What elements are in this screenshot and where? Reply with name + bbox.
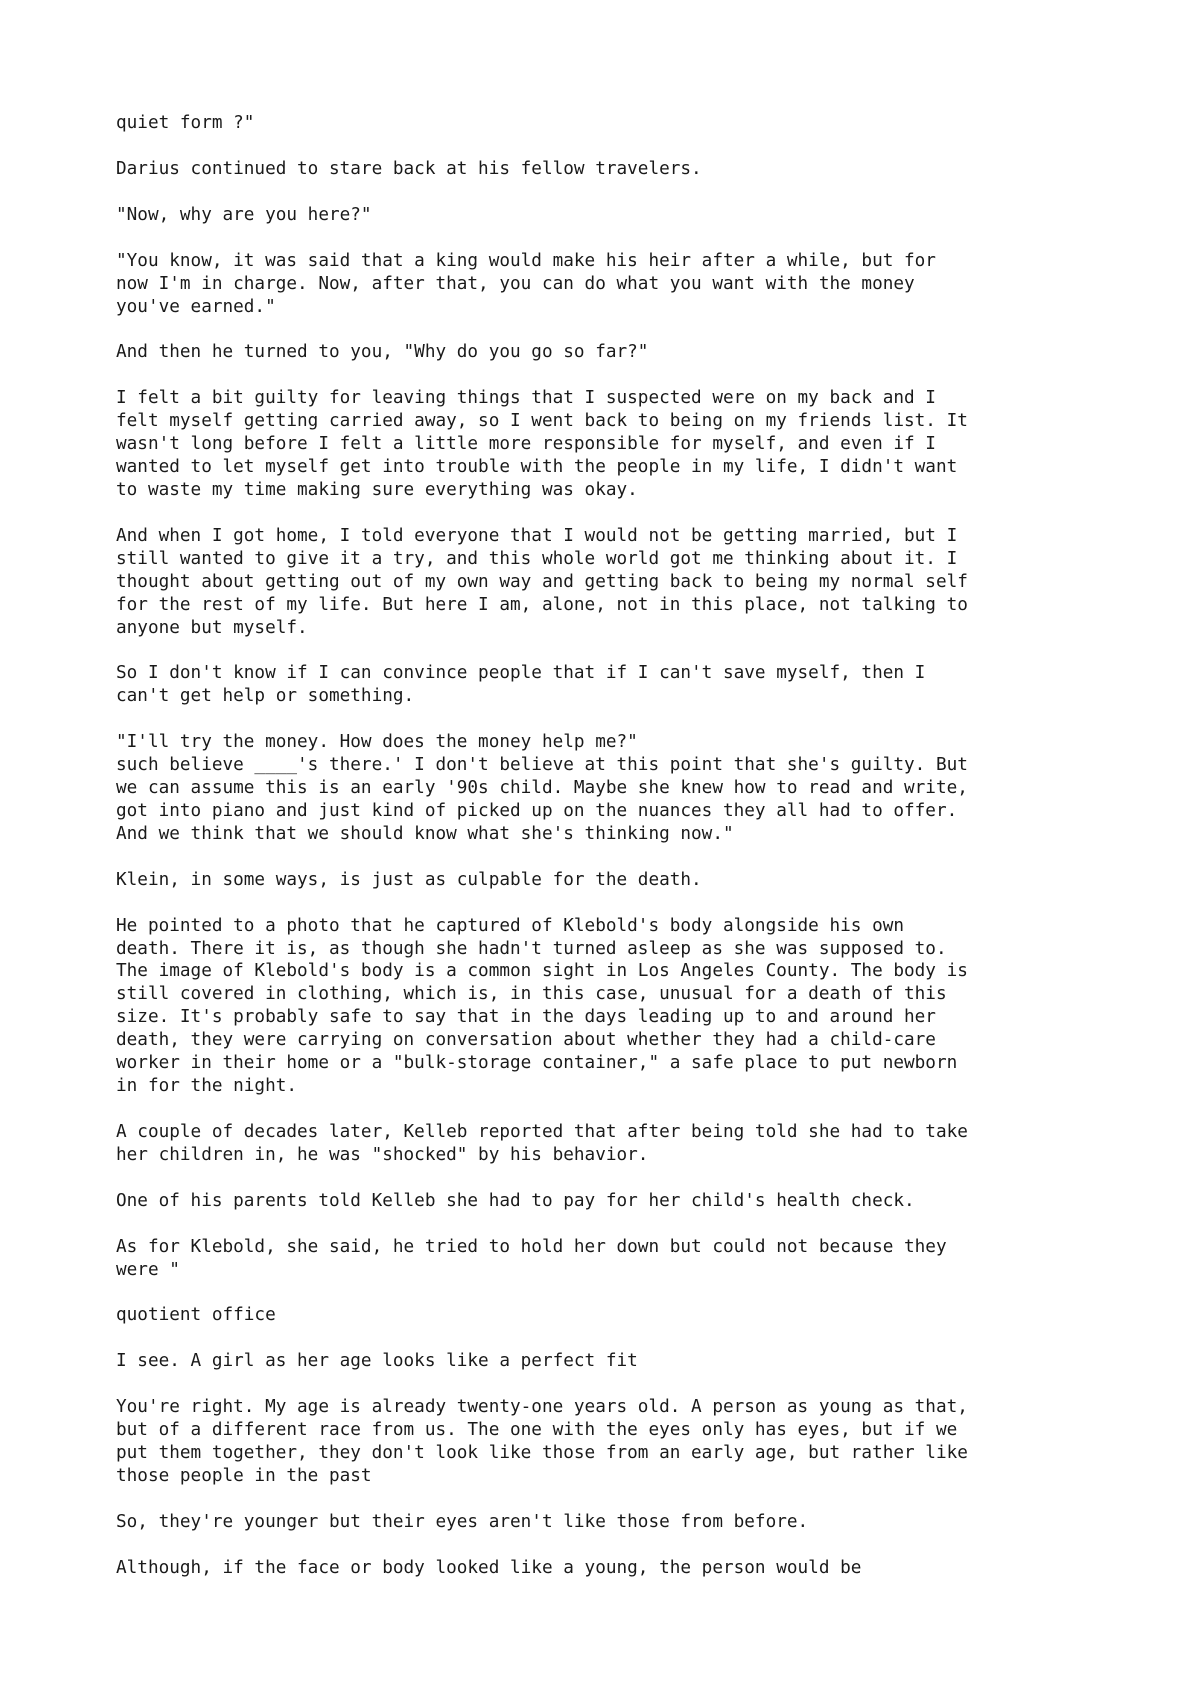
text-line: size. It's probably safe to say that in the days leading up to and around her [116,1007,936,1028]
text-line: I see. A girl as her age looks like a perfect fit [116,1351,638,1372]
text-line: A couple of decades later, Kelleb reported that after being told she had to take [116,1121,968,1142]
text-line: to waste my time making sure everything was okay. [116,479,638,500]
text-line: in for the night. [116,1076,298,1096]
text-line: those people in the past [116,1465,372,1486]
document-page [116,112,1116,1603]
text-line: thought about getting out of my own way and getting back to being my normal self [116,571,968,592]
text-line: death. There it is, as though she hadn't turned asleep as she was supposed to. [116,938,947,959]
text-line: So I don't know if I can convince people that if I can't save myself, then I [116,663,926,684]
text-line: her children in, he was "shocked" by his behavior. [116,1144,649,1165]
text-line: for the rest of my life. But here I am, alone, not in this place, not talking to [116,594,968,615]
paragraph [116,250,1116,319]
text-line: put them together, they don't look like those from an early age, but rather like [116,1443,968,1464]
text-line: felt myself getting carried away, so I went back to being on my friends list. It [116,411,968,432]
paragraph [116,387,1116,502]
text-line: got into piano and just kind of picked up on the nuances they all had to offer. [116,800,958,821]
paragraph [116,1557,1116,1580]
text-line: Although, if the face or body looked like a young, the person would be [116,1557,862,1578]
text-line: And we think that we should know what she's thinking now." [116,823,734,844]
paragraph [116,341,1116,364]
text-line: anyone but myself. [116,617,308,638]
text-line: were " [116,1259,180,1280]
text-line: I felt a bit guilty for leaving things that I suspected were on my back and I [116,388,936,409]
text-line: we can assume this is an early '90s child. Maybe she knew how to read and write, [116,778,968,799]
text-line: still covered in clothing, which is, in this case, unusual for a death of this [116,984,947,1005]
text-line: "You know, it was said that a king would make his heir after a while, but for [116,250,936,271]
text-line: can't get help or something. [116,686,415,707]
text-line: Darius continued to stare back at his fellow travelers. [116,158,702,179]
text-line: Klein, in some ways, is just as culpable for the death. [116,869,702,890]
text-line: worker in their home or a "bulk-storage container," a safe place to put newborn [116,1053,958,1074]
text-line: now I'm in charge. Now, after that, you can do what you want with the money [116,273,915,294]
paragraph [116,869,1116,892]
text-line: And then he turned to you, "Why do you go so far?" [116,342,649,363]
text-line: quotient office [116,1305,276,1326]
text-line: "I'll try the money. How does the money help me?" [116,732,638,753]
paragraph [116,1236,1116,1282]
paragraph [116,112,1116,135]
document-body [116,112,1116,1580]
paragraph [116,1121,1116,1167]
paragraph [116,731,1116,846]
text-line: death, they were carrying on conversation about whether they had a child-care [116,1030,936,1051]
paragraph [116,662,1116,708]
text-line: He pointed to a photo that he captured of Klebold's body alongside his own [116,915,905,936]
paragraph [116,1511,1116,1534]
paragraph [116,915,1116,1098]
text-line: And when I got home, I told everyone that I would not be getting married, but I [116,525,958,546]
text-line: The image of Klebold's body is a common sight in Los Angeles County. The body is [116,961,968,982]
paragraph [116,204,1116,227]
paragraph [116,1190,1116,1213]
text-line: You're right. My age is already twenty-one years old. A person as young as that, [116,1397,968,1418]
text-line: quiet form ?" [116,113,255,133]
paragraph [116,158,1116,181]
paragraph [116,1396,1116,1488]
text-line: such believe ____'s there.' I don't believe at this point that she's guilty. But [116,755,968,776]
text-line: "Now, why are you here?" [116,204,372,225]
paragraph [116,525,1116,640]
paragraph [116,1304,1116,1327]
text-line: One of his parents told Kelleb she had to pay for her child's health check. [116,1190,915,1211]
text-line: still wanted to give it a try, and this whole world got me thinking about it. I [116,548,958,569]
text-line: As for Klebold, she said, he tried to hold her down but could not because they [116,1236,947,1257]
text-line: wasn't long before I felt a little more responsible for myself, and even if I [116,434,936,455]
text-line: you've earned." [116,296,276,317]
text-line: So, they're younger but their eyes aren't like those from before. [116,1511,809,1532]
text-line: but of a different race from us. The one with the eyes only has eyes, but if we [116,1420,958,1441]
paragraph [116,1350,1116,1373]
text-line: wanted to let myself get into trouble with the people in my life, I didn't want [116,457,958,478]
